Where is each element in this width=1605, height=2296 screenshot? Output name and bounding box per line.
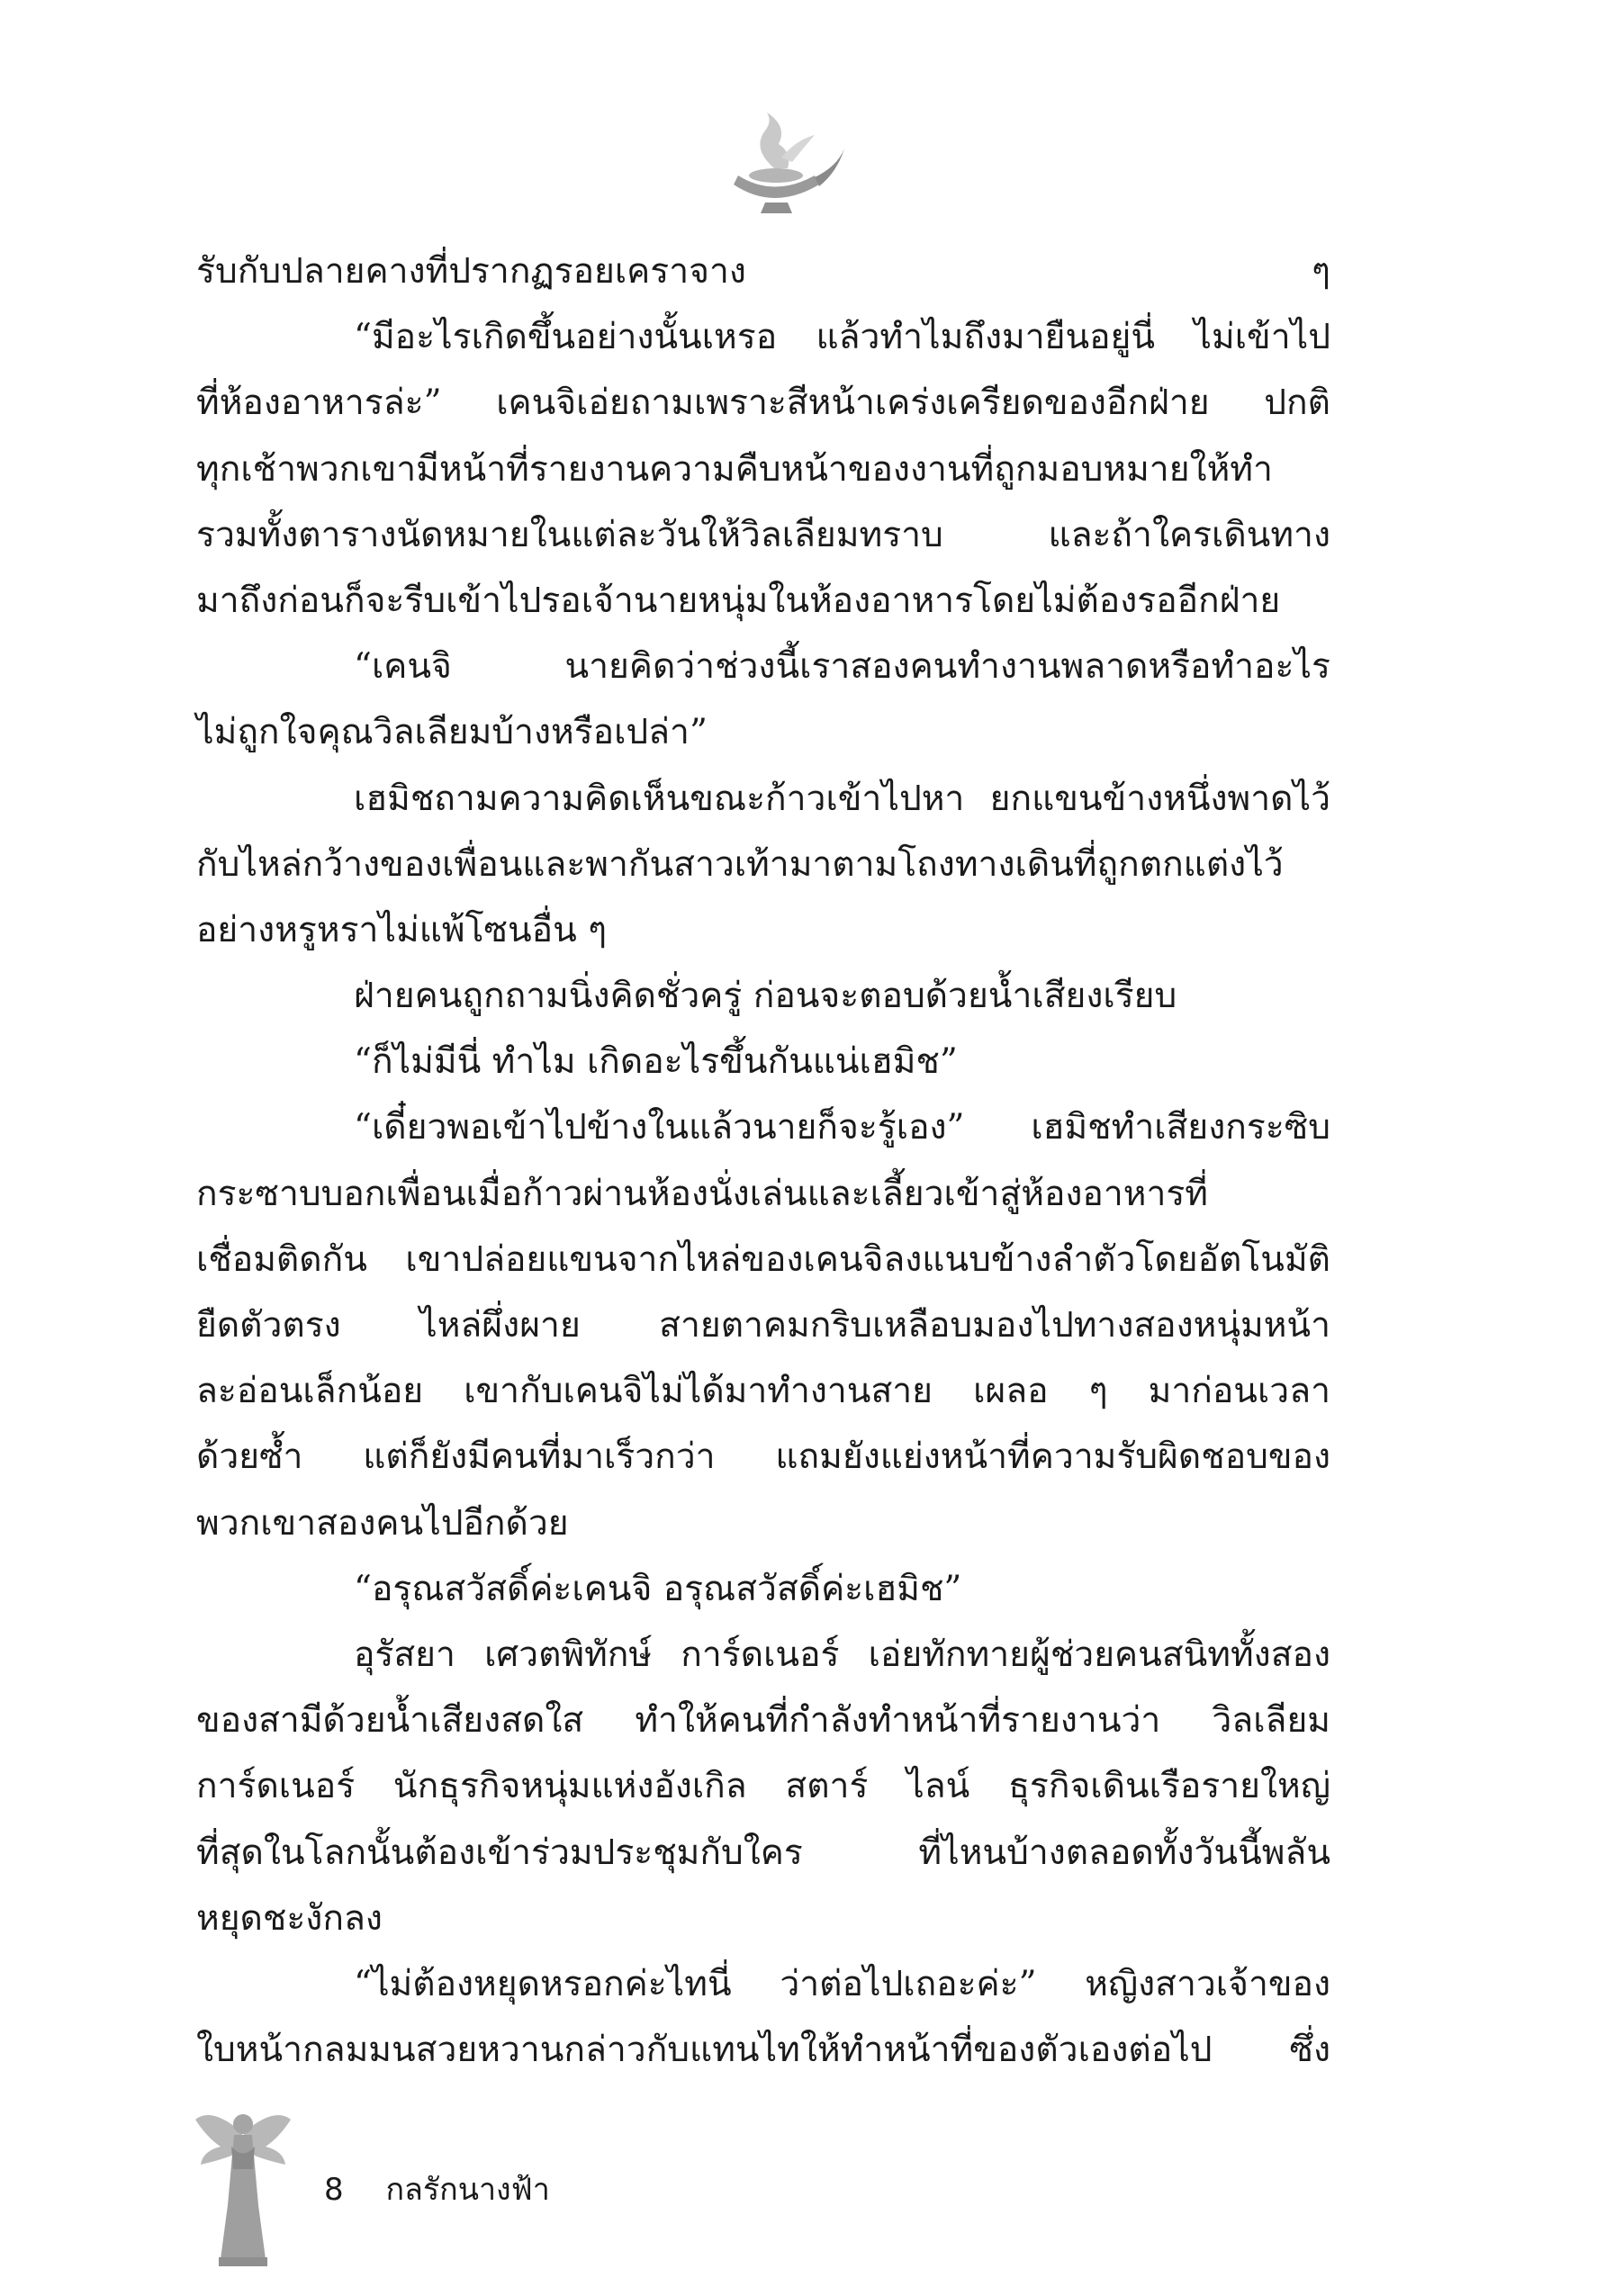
text-line: “ไม่ต้องหยุดหรอกค่ะไทนี่ ว่าต่อไปเถอะค่ะ” หญิงสาวเจ้าของ (354, 1963, 1330, 2004)
text-line: การ์ดเนอร์ นักธุรกิจหนุ่มแห่งอังเกิล สตาร์ ไลน์ ธุรกิจเดินเรือรายใหญ่ (196, 1766, 1330, 1807)
text-line: ใบหน้ากลมมนสวยหวานกล่าวกับแทนไทให้ทำหน้าที่ของตัวเองต่อไป ซึ่ง (196, 2030, 1330, 2071)
text-line: เชื่อมติดกัน เขาปล่อยแขนจากไหล่ของเคนจิลงแนบข้างลำตัวโดยอัตโนมัติ (196, 1238, 1330, 1280)
text-line: อย่างหรูหราไม่แพ้โซนอื่น ๆ (196, 909, 608, 950)
text-line: เฮมิชถามความคิดเห็นขณะก้าวเข้าไปหา ยกแขนข้างหนึ่งพาดไว้ (354, 778, 1330, 819)
text-line: ของสามีด้วยน้ำเสียงสดใส ทำให้คนที่กำลังทำหน้าที่รายงานว่า วิลเลียม (196, 1700, 1330, 1742)
angel-statue-icon (194, 2097, 293, 2268)
text-line: มาถึงก่อนก็จะรีบเข้าไปรอเจ้านายหนุ่มในห้องอาหารโดยไม่ต้องรออีกฝ่าย (196, 580, 1281, 621)
text-line: ด้วยซ้ำ แต่ก็ยังมีคนที่มาเร็วกว่า แถมยังแย่งหน้าที่ความรับผิดชอบของ (196, 1436, 1330, 1478)
page-footer (324, 2165, 550, 2213)
text-line: “อรุณสวัสดิ์ค่ะเคนจิ อรุณสวัสดิ์ค่ะเฮมิช” (354, 1568, 962, 1609)
genie-lamp-icon (702, 113, 846, 221)
text-line: “มีอะไรเกิดขึ้นอย่างนั้นเหรอ แล้วทำไมถึงมายืนอยู่นี่ ไม่เข้าไป (354, 317, 1330, 358)
text-line: รับกับปลายคางที่ปรากฏรอยเคราจาง ๆ (196, 251, 1330, 292)
text-line: ที่ห้องอาหารล่ะ” เคนจิเอ่ยถามเพราะสีหน้าเคร่งเครียดของอีกฝ่าย ปกติ (196, 383, 1330, 424)
page-number: 8 (324, 2172, 344, 2208)
text-line: พวกเขาสองคนไปอีกด้วย (196, 1502, 569, 1544)
text-line: ที่สุดในโลกนั้นต้องเข้าร่วมประชุมกับใคร ที่ไหนบ้างตลอดทั้งวันนี้พลัน (196, 1832, 1330, 1873)
text-line: หยุดชะงักลง (196, 1897, 383, 1939)
text-line: ละอ่อนเล็กน้อย เขากับเคนจิไม่ได้มาทำงานสาย เผลอ ๆ มาก่อนเวลา (196, 1371, 1330, 1412)
text-line: ยืดตัวตรง ไหล่ผึ่งผาย สายตาคมกริบเหลือบมองไปทางสองหนุ่มหน้า (196, 1305, 1330, 1346)
body-text (196, 239, 1330, 2083)
text-line: “เดี๋ยวพอเข้าไปข้างในแล้วนายก็จะรู้เอง” เฮมิชทำเสียงกระซิบ (354, 1107, 1330, 1148)
text-line: ไม่ถูกใจคุณวิลเลียมบ้างหรือเปล่า” (196, 712, 708, 753)
text-line: กระซาบบอกเพื่อนเมื่อก้าวผ่านห้องนั่งเล่นและเลี้ยวเข้าสู่ห้องอาหารที่ (196, 1173, 1209, 1214)
text-line: อุรัสยา เศวตพิทักษ์ การ์ดเนอร์ เอ่ยทักทายผู้ช่วยคนสนิททั้งสอง (354, 1634, 1330, 1675)
text-line: “เคนจิ นายคิดว่าช่วงนี้เราสองคนทำงานพลาดหรือทำอะไร (354, 646, 1330, 688)
text-line: รวมทั้งตารางนัดหมายในแต่ละวันให้วิลเลียมทราบ และถ้าใครเดินทาง (196, 514, 1330, 555)
text-line: ฝ่ายคนถูกถามนิ่งคิดชั่วครู่ ก่อนจะตอบด้วยน้ำเสียงเรียบ (354, 976, 1177, 1017)
book-title: กลรักนางฟ้า (385, 2172, 550, 2208)
text-line: ทุกเช้าพวกเขามีหน้าที่รายงานความคืบหน้าของงานที่ถูกมอบหมายให้ทำ (196, 448, 1273, 490)
text-line: “ก็ไม่มีนี่ ทำไม เกิดอะไรขึ้นกันแน่เฮมิช” (354, 1041, 958, 1083)
text-line: กับไหล่กว้างของเพื่อนและพากันสาวเท้ามาตามโถงทางเดินที่ถูกตกแต่งไว้ (196, 843, 1284, 885)
